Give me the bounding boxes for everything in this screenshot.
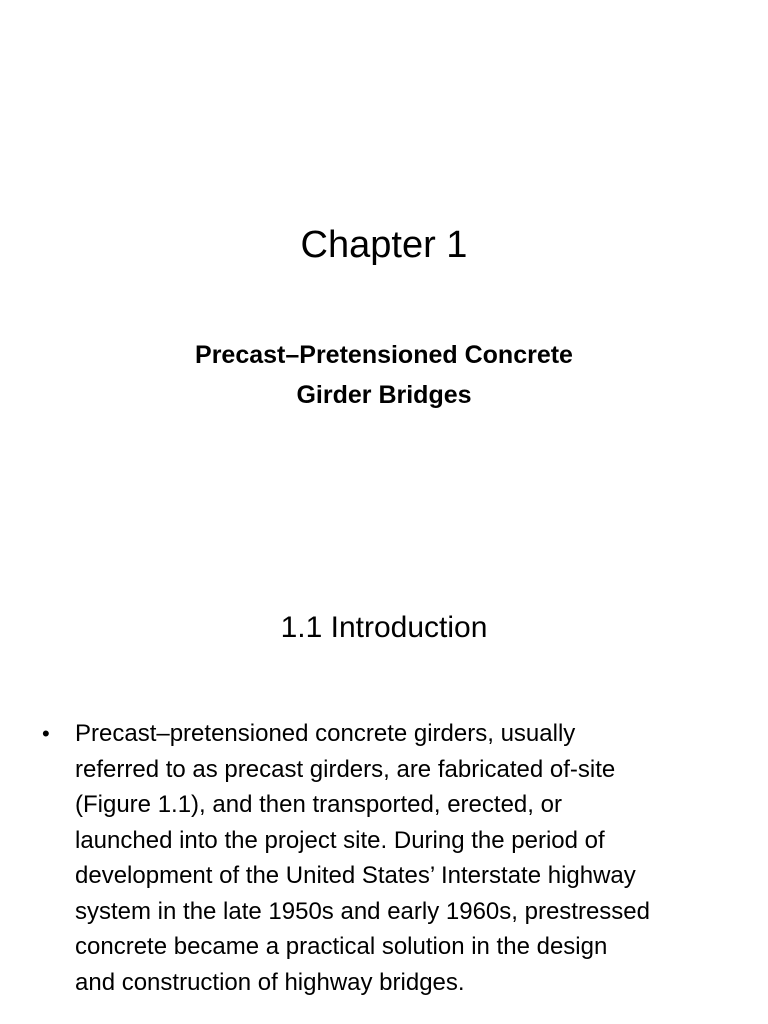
paragraph-line: concrete became a practical solution in the design	[75, 933, 608, 960]
bullet-list	[42, 716, 732, 1000]
paragraph-line: Precast–pretensioned concrete girders, usually	[75, 720, 576, 747]
subtitle-line: Precast–Pretensioned Concrete	[195, 341, 573, 369]
bullet-paragraph	[75, 716, 732, 1000]
paragraph-line: and construction of highway bridges.	[75, 968, 465, 996]
paragraph-line: development of the United States’ Interstate highway	[75, 862, 636, 889]
paragraph-line: launched into the project site. During the period of	[75, 826, 605, 854]
bullet-dot-icon: •	[42, 721, 50, 746]
subtitle-line: Girder Bridges	[296, 381, 472, 409]
section-heading: 1.1 Introduction	[280, 611, 488, 644]
chapter-title: Chapter 1	[300, 224, 468, 266]
chapter-subtitle	[0, 335, 768, 415]
paragraph-line: (Figure 1.1), and then transported, erected, or	[75, 791, 562, 818]
paragraph-line: referred to as precast girders, are fabricated of-site	[75, 755, 616, 783]
paragraph-line: system in the late 1950s and early 1960s, prestressed	[75, 897, 650, 925]
bullet-item	[42, 716, 732, 1000]
